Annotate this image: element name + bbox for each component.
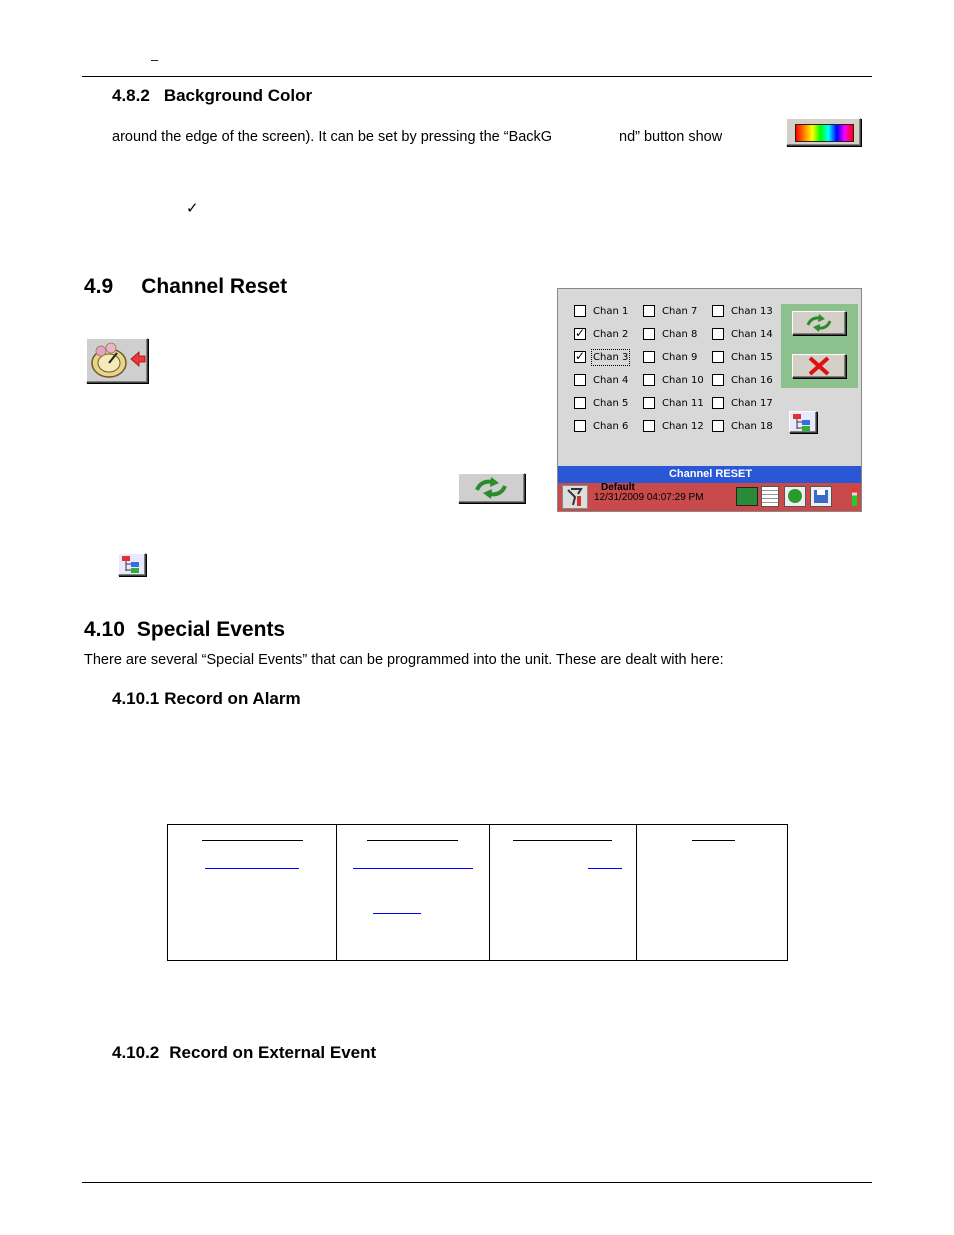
checkbox-unchecked[interactable]	[643, 328, 655, 340]
refresh-arrows-icon	[793, 312, 845, 334]
table-cell	[168, 825, 337, 961]
channel-label: Chan 7	[662, 306, 698, 317]
checkbox-unchecked[interactable]	[712, 328, 724, 340]
channel-label: Chan 14	[731, 329, 773, 340]
checkbox-unchecked[interactable]	[712, 397, 724, 409]
heading-title: Special Events	[136, 618, 286, 641]
channel-label: Chan 18	[731, 421, 773, 432]
table-cell	[337, 825, 490, 961]
checkbox-unchecked[interactable]	[712, 374, 724, 386]
channel-label: Chan 6	[593, 421, 629, 432]
channel-label: Chan 15	[731, 352, 773, 363]
heading-number: 4.9	[84, 275, 114, 298]
channel-label: Chan 2	[593, 329, 629, 340]
checkbox-unchecked[interactable]	[643, 420, 655, 432]
channel-label: Chan 4	[593, 375, 629, 386]
channel-label: Chan 13	[731, 306, 773, 317]
channel-label: Chan 9	[662, 352, 698, 363]
channel-label: Chan 11	[662, 398, 704, 409]
channel-label: Chan 12	[662, 421, 704, 432]
checkbox-unchecked[interactable]	[712, 420, 724, 432]
checkbox-unchecked[interactable]	[574, 374, 586, 386]
checkbox-unchecked[interactable]	[712, 305, 724, 317]
heading-title: Channel Reset	[141, 275, 288, 298]
heading-4-10	[84, 618, 285, 642]
header-mark: –	[151, 52, 159, 67]
globe-icon[interactable]	[784, 486, 806, 507]
save-icon[interactable]	[810, 486, 832, 507]
table-cell	[490, 825, 637, 961]
device-status-bar	[558, 483, 862, 511]
heading-title: Background Color	[163, 86, 313, 105]
refresh-arrows-icon	[459, 474, 524, 502]
table-cell	[637, 825, 788, 961]
channel-reset-screen	[557, 288, 862, 512]
checkbox-checked[interactable]	[574, 351, 586, 363]
checkmark-icon: ✓	[186, 199, 199, 217]
device-cancel-button[interactable]	[792, 354, 846, 378]
checkbox-unchecked[interactable]	[643, 374, 655, 386]
background-color-button[interactable]	[786, 118, 861, 146]
checkbox-unchecked[interactable]	[574, 397, 586, 409]
heading-4-10-1	[112, 689, 301, 709]
navigate-button[interactable]	[118, 553, 146, 576]
channel-label: Chan 8	[662, 329, 698, 340]
heading-title: Record on Alarm	[164, 689, 301, 708]
heading-number: 4.10.1	[112, 689, 160, 708]
close-icon	[793, 355, 845, 377]
tools-icon[interactable]	[562, 485, 588, 509]
footer-rule	[82, 1182, 872, 1183]
channel-label: Chan 10	[662, 375, 704, 386]
heading-title: Record on External Event	[169, 1043, 377, 1062]
checkbox-unchecked[interactable]	[574, 305, 586, 317]
checkbox-unchecked[interactable]	[643, 305, 655, 317]
heading-number: 4.10.2	[112, 1043, 160, 1062]
battery-icon	[852, 487, 857, 506]
checkbox-unchecked[interactable]	[643, 397, 655, 409]
checkbox-unchecked[interactable]	[712, 351, 724, 363]
reset-button[interactable]	[458, 473, 525, 503]
transfer-icon[interactable]	[736, 487, 758, 506]
status-datetime: 12/31/2009 04:07:29 PM	[594, 492, 704, 503]
device-navigate-button[interactable]	[789, 411, 817, 433]
checkbox-unchecked[interactable]	[643, 351, 655, 363]
heading-4-10-2	[112, 1043, 376, 1063]
channel-reset-menu-button[interactable]	[86, 338, 148, 383]
heading-4-9	[84, 275, 287, 299]
heading-number: 4.10	[84, 618, 125, 641]
checkbox-unchecked[interactable]	[574, 420, 586, 432]
paragraph-special-events: There are several “Special Events” that can be programmed into the unit. These are dealt with here:	[84, 652, 724, 668]
device-reset-button[interactable]	[792, 311, 846, 335]
checkbox-checked[interactable]	[574, 328, 586, 340]
grid-icon[interactable]	[761, 486, 779, 507]
tree-navigate-icon	[119, 554, 145, 575]
rainbow-icon	[795, 124, 854, 142]
device-title-bar: Channel RESET	[558, 466, 862, 483]
paragraph-background-color-cont: nd” button show	[619, 129, 723, 145]
heading-4-8-2	[112, 86, 312, 106]
status-profile: Default	[601, 482, 635, 493]
channel-label: Chan 16	[731, 375, 773, 386]
tree-navigate-icon	[790, 412, 816, 432]
channel-label: Chan 17	[731, 398, 773, 409]
gauge-reset-icon	[87, 339, 147, 382]
paragraph-background-color: around the edge of the screen). It can be set by pressing the “BackG	[112, 129, 553, 145]
heading-number: 4.8.2	[112, 86, 150, 105]
channel-label: Chan 1	[593, 306, 629, 317]
record-on-alarm-table	[167, 824, 788, 961]
channel-label: Chan 5	[593, 398, 629, 409]
header-rule	[82, 76, 872, 77]
channel-label: Chan 3	[593, 352, 629, 363]
